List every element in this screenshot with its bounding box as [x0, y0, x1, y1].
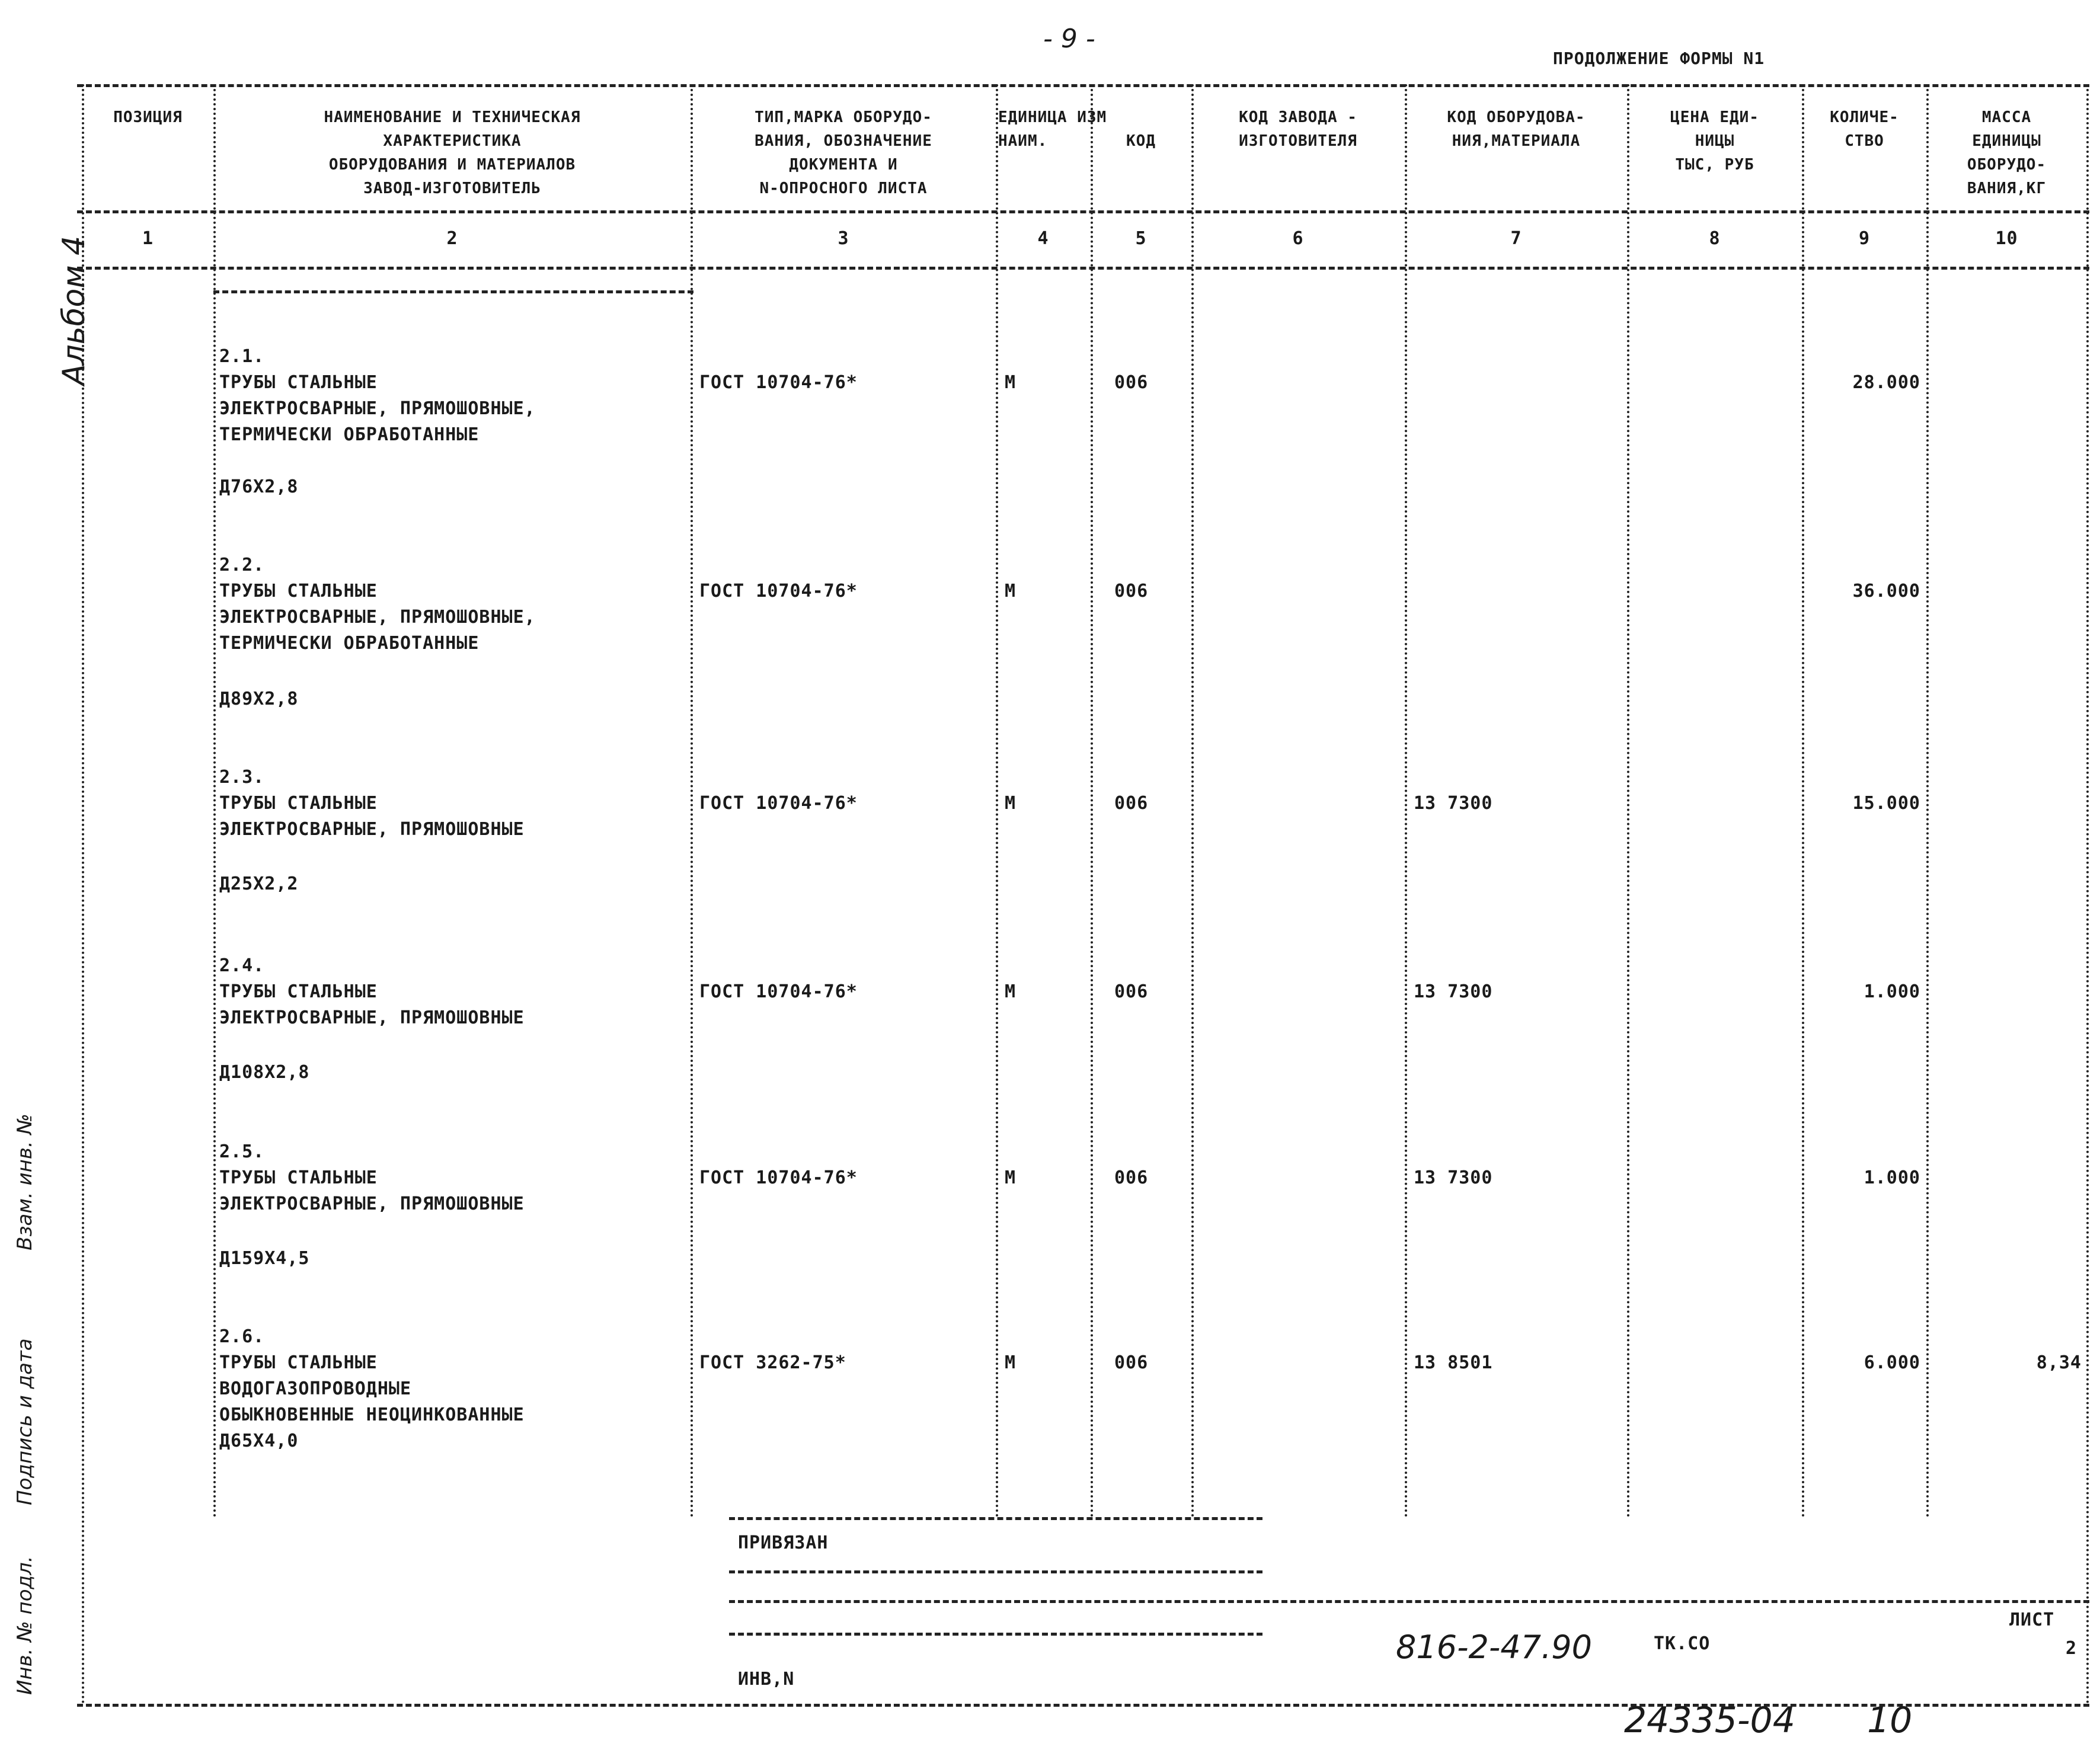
col-sep-4: [1091, 84, 1093, 1518]
row-2-3-name: ТРУБЫ СТАЛЬНЫЕ ЭЛЕКТРОСВАРНЫЕ, ПРЯМОШОВНЫЕ: [219, 793, 525, 840]
col-num-5: 5: [1135, 228, 1147, 249]
row-2-5-name: ТРУБЫ СТАЛЬНЫЕ ЭЛЕКТРОСВАРНЫЕ, ПРЯМОШОВНЫЕ: [219, 1167, 525, 1214]
header-type: ТИП,МАРКА ОБОРУДО- ВАНИЯ, ОБОЗНАЧЕНИЕ ДОКУМЕНТА И N-ОПРОСНОГО ЛИСТА: [755, 108, 932, 197]
header-price: ЦЕНА ЕДИ- НИЦЫ ТЫС, РУБ: [1670, 108, 1759, 174]
row-2-1-code: 006: [1114, 372, 1149, 393]
row-2-6-material-code: 13 8501: [1414, 1352, 1493, 1373]
header-unit: ЕДИНИЦА ИЗМ НАИМ.: [998, 108, 1107, 150]
header-mass: МАССА ЕДИНИЦЫ ОБОРУДО- ВАНИЯ,КГ: [1967, 108, 2047, 197]
stamp-inv-n: ИНВ,N: [738, 1669, 795, 1690]
stamp-sheet-number: 2: [2066, 1638, 2077, 1659]
row-2-2-size: Д89Х2,8: [219, 689, 299, 709]
col-num-10: 10: [1995, 228, 2018, 249]
row-2-3-position: 2.3.: [219, 767, 265, 788]
page-number: - 9 -: [1043, 24, 1095, 54]
col-sep-7: [1627, 84, 1629, 1518]
col-sep-6: [1405, 84, 1407, 1518]
header-name: НАИМЕНОВАНИЕ И ТЕХНИЧЕСКАЯ ХАРАКТЕРИСТИКА ОБОРУДОВАНИЯ И МАТЕРИАЛОВ ЗАВОД-ИЗГОТОВИТЕЛЬ: [324, 108, 581, 197]
rule-stamp-2: [729, 1570, 1262, 1573]
rule-name-top: [213, 290, 693, 293]
row-2-4-code: 006: [1114, 981, 1149, 1002]
row-2-6-name: ТРУБЫ СТАЛЬНЫЕ ВОДОГАЗОПРОВОДНЫЕ ОБЫКНОВЕННЫЕ НЕОЦИНКОВАННЫЕ Д65Х4,0: [219, 1352, 525, 1451]
stamp-privyazan: ПРИВЯЗАН: [738, 1533, 829, 1553]
col-sep-0: [82, 84, 84, 1705]
rule-numbers-bottom: [77, 267, 2089, 270]
stamp-label-podpis-data: Подпись и дата: [13, 1338, 37, 1505]
row-2-4-unit: М: [1005, 981, 1017, 1002]
row-2-3-unit: М: [1005, 793, 1017, 814]
row-2-4-material-code: 13 7300: [1414, 981, 1493, 1002]
row-2-1-quantity: 28.000: [1852, 372, 1920, 393]
col-num-9: 9: [1858, 228, 1871, 249]
rule-top: [77, 84, 2089, 87]
rule-stamp-3: [729, 1600, 2089, 1603]
archive-number: 24335-04: [1624, 1700, 1795, 1741]
header-material-code: КОД ОБОРУДОВА- НИЯ,МАТЕРИАЛА: [1447, 108, 1586, 150]
row-2-1-size: Д76Х2,8: [219, 476, 299, 497]
row-2-2-position: 2.2.: [219, 555, 265, 575]
row-2-2-type: ГОСТ 10704-76*: [699, 581, 858, 602]
header-factory-code: КОД ЗАВОДА - ИЗГОТОВИТЕЛЯ: [1239, 108, 1357, 150]
col-num-1: 1: [142, 228, 154, 249]
col-sep-1: [213, 84, 216, 1518]
col-num-8: 8: [1709, 228, 1721, 249]
row-2-6-quantity: 6.000: [1864, 1352, 1920, 1373]
row-2-2-name: ТРУБЫ СТАЛЬНЫЕ ЭЛЕКТРОСВАРНЫЕ, ПРЯМОШОВНЫЕ, ТЕРМИЧЕСКИ ОБРАБОТАННЫЕ: [219, 581, 536, 654]
col-num-7: 7: [1510, 228, 1522, 249]
row-2-1-name: ТРУБЫ СТАЛЬНЫЕ ЭЛЕКТРОСВАРНЫЕ, ПРЯМОШОВНЫЕ, ТЕРМИЧЕСКИ ОБРАБОТАННЫЕ: [219, 372, 536, 445]
stamp-sheet-label: ЛИСТ: [2009, 1610, 2055, 1630]
col-sep-9: [1926, 84, 1929, 1518]
row-2-1-position: 2.1.: [219, 346, 265, 367]
row-2-5-quantity: 1.000: [1864, 1167, 1920, 1188]
col-num-3: 3: [838, 228, 849, 249]
row-2-4-type: ГОСТ 10704-76*: [699, 981, 858, 1002]
header-quantity: КОЛИЧЕ- СТВО: [1830, 108, 1899, 150]
row-2-5-unit: М: [1005, 1167, 1017, 1188]
row-2-1-unit: М: [1005, 372, 1017, 393]
row-2-5-type: ГОСТ 10704-76*: [699, 1167, 858, 1188]
row-2-2-code: 006: [1114, 581, 1149, 602]
rule-header-bottom: [77, 210, 2089, 213]
row-2-4-position: 2.4.: [219, 955, 265, 976]
row-2-6-position: 2.6.: [219, 1326, 265, 1347]
col-num-6: 6: [1292, 228, 1304, 249]
row-2-3-size: Д25Х2,2: [219, 874, 299, 894]
row-2-2-unit: М: [1005, 581, 1017, 602]
row-2-6-type: ГОСТ 3262-75*: [699, 1352, 846, 1373]
col-sep-3: [996, 84, 998, 1518]
col-sep-2: [691, 84, 693, 1518]
row-2-4-name: ТРУБЫ СТАЛЬНЫЕ ЭЛЕКТРОСВАРНЫЕ, ПРЯМОШОВНЫЕ: [219, 981, 525, 1028]
rule-stamp-4: [729, 1633, 1262, 1636]
stamp-label-vzam-inv: Взам. инв. №: [13, 1114, 37, 1250]
row-2-3-quantity: 15.000: [1852, 793, 1920, 814]
header-position: ПОЗИЦИЯ: [113, 108, 183, 126]
stamp-label-inv-podl: Инв. № подл.: [13, 1556, 37, 1695]
row-2-6-mass: 8,34: [2036, 1352, 2082, 1373]
col-sep-5: [1191, 84, 1194, 1518]
row-2-4-size: Д108Х2,8: [219, 1062, 310, 1083]
row-2-3-type: ГОСТ 10704-76*: [699, 793, 858, 814]
row-2-6-unit: М: [1005, 1352, 1017, 1373]
row-2-2-quantity: 36.000: [1852, 581, 1920, 602]
row-2-5-size: Д159Х4,5: [219, 1248, 310, 1269]
format-number: 10: [1867, 1700, 1913, 1741]
row-2-5-code: 006: [1114, 1167, 1149, 1188]
stamp-doc-suffix: ТК.СО: [1654, 1633, 1711, 1654]
stamp-doc-code: 816-2-47.90: [1396, 1629, 1592, 1666]
col-num-2: 2: [446, 228, 458, 249]
row-2-5-material-code: 13 7300: [1414, 1167, 1493, 1188]
row-2-6-code: 006: [1114, 1352, 1149, 1373]
row-2-5-position: 2.5.: [219, 1141, 265, 1162]
header-code: КОД: [1126, 132, 1156, 150]
row-2-1-type: ГОСТ 10704-76*: [699, 372, 858, 393]
row-2-4-quantity: 1.000: [1864, 981, 1920, 1002]
row-2-3-code: 006: [1114, 793, 1149, 814]
album-label: Альбом 4: [56, 235, 92, 385]
col-sep-10: [2086, 84, 2089, 1705]
form-continuation-label: ПРОДОЛЖЕНИЕ ФОРМЫ N1: [1553, 49, 1765, 68]
col-num-4: 4: [1037, 228, 1049, 249]
row-2-3-material-code: 13 7300: [1414, 793, 1493, 814]
